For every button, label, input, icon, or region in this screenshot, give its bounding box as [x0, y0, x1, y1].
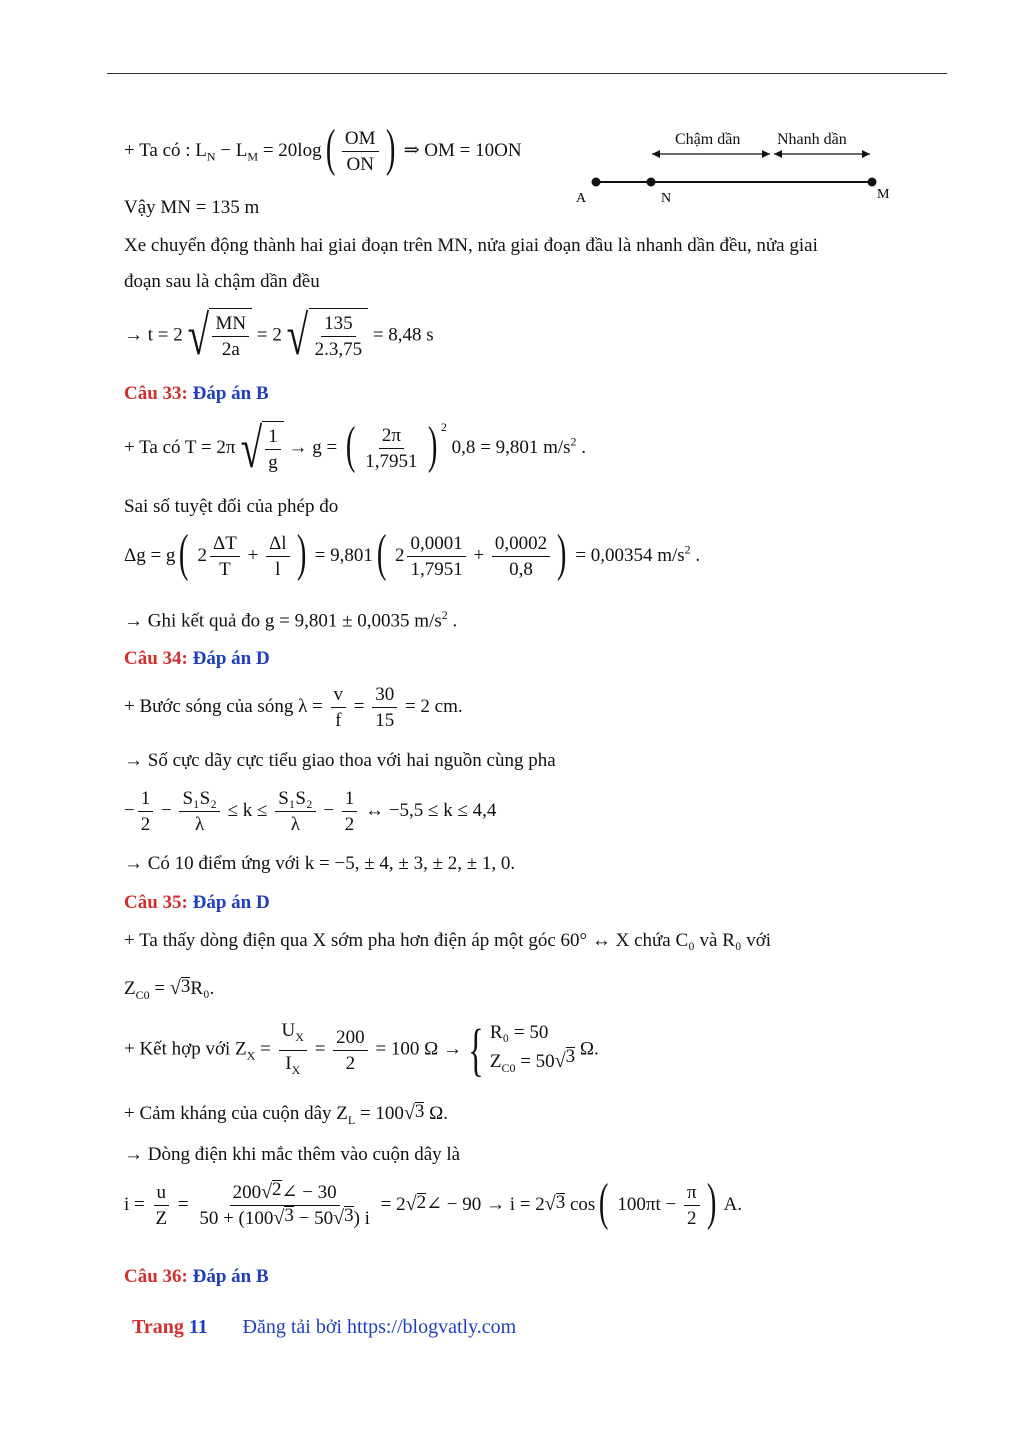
eq-zc0: $Z_{C0}$ = √ 3 R₀.	[124, 976, 215, 1002]
label-cham-dan: Chậm dần	[675, 131, 741, 148]
eq-k-range: − $\frac{1}{2}$ − $\frac{\text{S₁S₂}}{\lambda}$ ≤ k ≤ $\frac{\text{S₁S₂}}{\lambda}$ − $\frac{1}{2}$ ↔ −5,5 ≤ k ≤ 4,4	[124, 788, 497, 835]
question-35-heading: Câu 35: Đáp án D	[124, 892, 270, 913]
motion-diagram	[570, 122, 900, 207]
point-n	[647, 178, 656, 187]
question-34-heading: Câu 34: Đáp án D	[124, 648, 270, 669]
point-m	[868, 178, 877, 187]
point-a	[592, 178, 601, 187]
line-result: → Ghi kết quả đo g = 9,801 ± 0,0035 $m/s^2$ .	[124, 608, 458, 632]
question-33-heading: Câu 33: Đáp án B	[124, 383, 269, 404]
para-line-2: đoạn sau là chậm dần đều	[124, 271, 320, 292]
eq-period: + Ta có T = 2π √ $\frac{1}{g}$ → g = ( $\frac{2\pi}{1,7951}$ ) $^2$ 0,8 = 9,801 $m/s^2$ .	[124, 416, 587, 480]
eq-zx: + Kết hợp với $Z_X$ = $\frac{U_X}{I_X}$ = $\frac{200}{2}$ = 100 Ω → { R₀ = 50 $Z_{C0} = 50$ √ 3 Ω.	[124, 1017, 599, 1083]
source-link[interactable]: Đăng tải bởi https://blogvatly.com	[242, 1316, 517, 1338]
eq-zl: + Cảm kháng của cuộn dây $Z_L = 100$ √ 3 Ω.	[124, 1101, 449, 1127]
line-current-intro: → Dòng điện khi mắc thêm vào cuộn dây là	[124, 1144, 461, 1165]
line-phase: + Ta thấy dòng điện qua X sớm pha hơn điện áp một góc 60° ↔ X chứa C₀ và R₀ với	[124, 930, 772, 951]
eq-current: i = $\frac{u}{Z}$ = 200 √ 2 ∠ − 30 50 + (100 √ 3 − 50 √ 3 ) i = 2 √ 2 ∠ − 90 → i = 2 √ 3 cos( 100πt − $\frac{\pi}{2}$ ) A.	[124, 1173, 743, 1231]
line-absolute-error: Sai số tuyệt đối của phép đo	[124, 496, 339, 517]
eq-delta-g: Δg = g( 2 $\frac{\Delta T}{T}$ + $\frac{\Delta l}{l}$ ) = 9,801( 2 $\frac{0,0001}{1,7951}$ + $\frac{0,0002}{0,8}$ ) = 0,00354 $m/s^2$ .	[124, 524, 701, 582]
para-line-1: Xe chuyển động thành hai giai đoạn trên MN, nửa giai đoạn đầu là nhanh dần đều, nửa giai	[124, 235, 818, 256]
label-m: M	[877, 187, 890, 202]
label-n: N	[661, 191, 672, 206]
line-mn: Vậy MN = 135 m	[124, 197, 260, 218]
header-rule	[107, 73, 947, 74]
line-minima: → Số cực dãy cực tiểu giao thoa với hai nguồn cùng pha	[124, 750, 556, 771]
question-36-heading: Câu 36: Đáp án B	[124, 1266, 269, 1287]
eq-time: → t = 2 √ $\frac{MN}{2a}$ = 2 √ $\frac{135}{2.3,75}$ = 8,48 s	[124, 305, 434, 367]
label-nhanh-dan: Nhanh dần	[777, 131, 847, 148]
eq-wavelength: + Bước sóng của sóng λ = $\frac{v}{f}$ = $\frac{30}{15}$ = 2 cm.	[124, 684, 463, 731]
eq-sound-level: + Ta có : $L_N - L_M = 20\log$( $\frac{OM}{ON}$ ) ⇒ OM = 10ON	[124, 119, 522, 177]
label-a: A	[576, 191, 587, 206]
line-points: → Có 10 điểm ứng với k = −5, ± 4, ± 3, ± 2, ± 1, 0.	[124, 853, 516, 874]
page-footer: Trang 11 Đăng tải bởi https://blogvatly.com	[132, 1316, 517, 1338]
